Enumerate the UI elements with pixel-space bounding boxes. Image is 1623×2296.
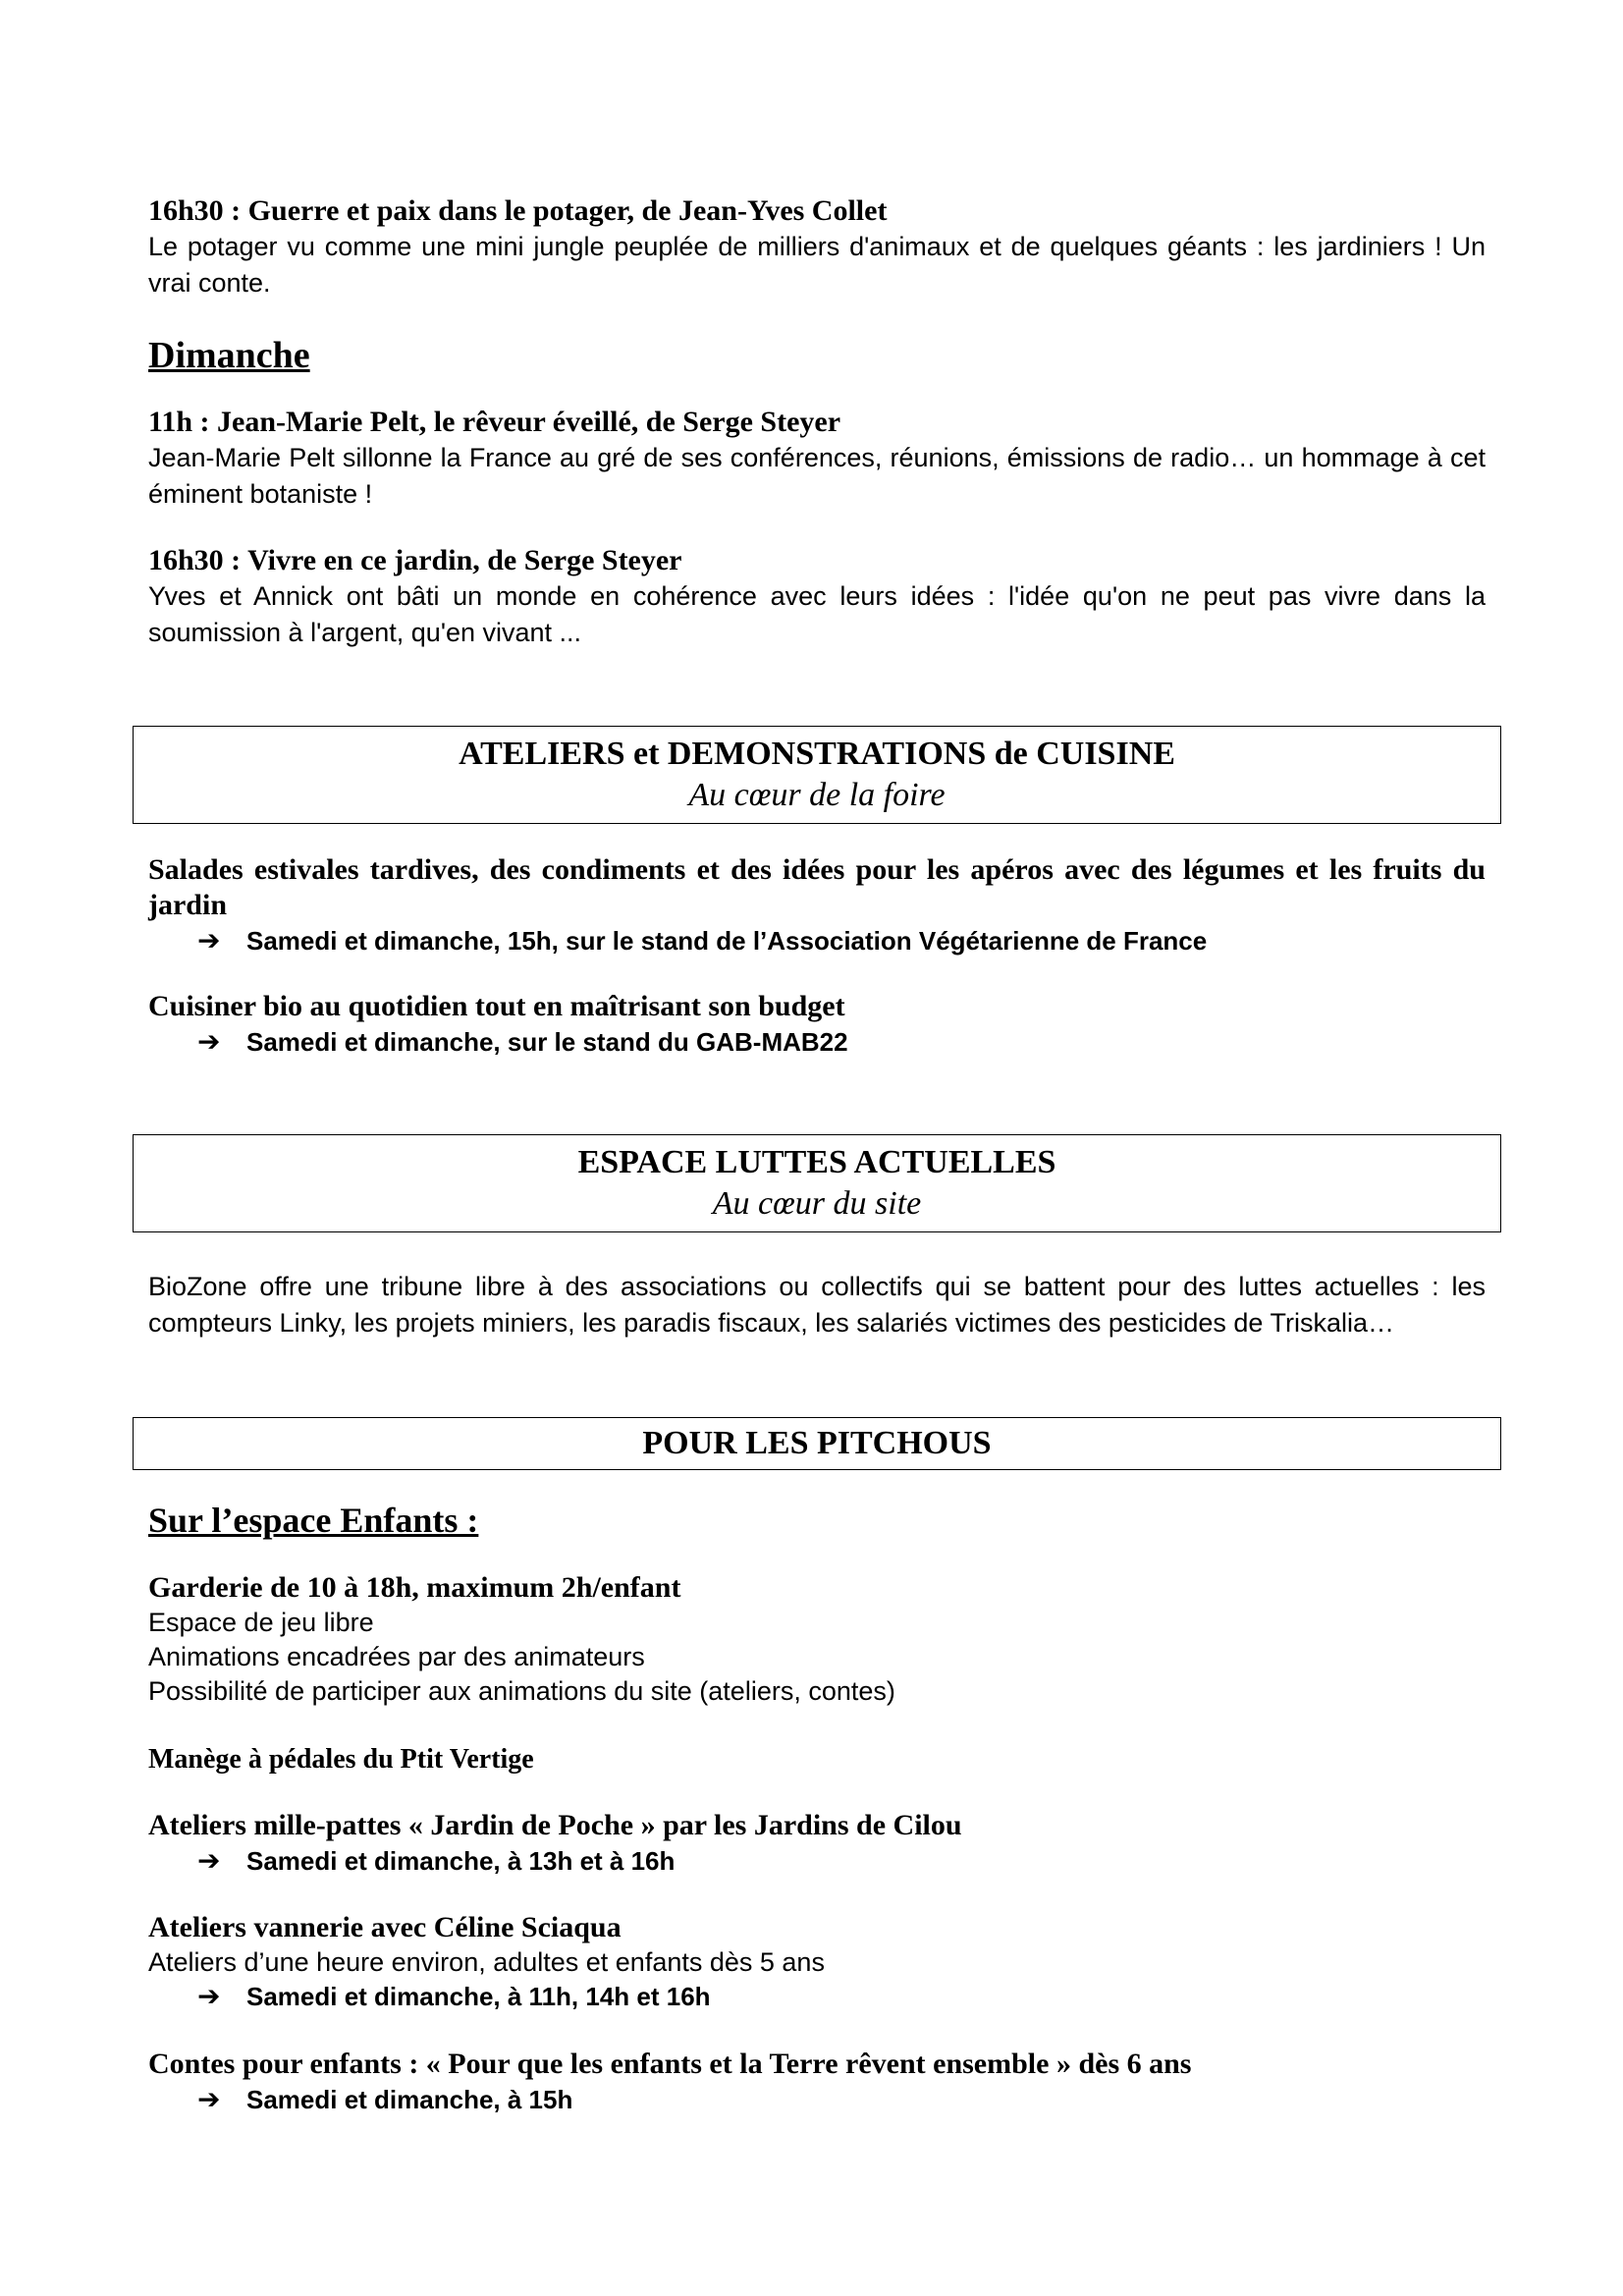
film-jean-marie-pelt xyxy=(148,405,1486,513)
espace-enfants-heading-block xyxy=(148,1499,1486,1542)
atelier-title: Ateliers mille-pattes « Jardin de Poche » par les Jardins de Cilou xyxy=(148,1809,962,1841)
schedule-text: Samedi et dimanche, à 15h xyxy=(246,2085,573,2114)
contes-title: Contes pour enfants : « Pour que les enfants et la Terre rêvent ensemble » dès 6 ans xyxy=(148,2048,1192,2080)
luttes-description: BioZone offre une tribune libre à des associations ou collectifs qui se battent pour des luttes actuelles : les compteurs Linky, les projets miniers, les paradis fiscaux, les salariés victimes des pesticides de Triskalia… xyxy=(148,1272,1486,1338)
film-title: 11h : Jean-Marie Pelt, le rêveur éveillé, de Serge Steyer xyxy=(148,406,841,438)
luttes-actuelles-box xyxy=(133,1134,1501,1232)
arrow-right-icon: ➔ xyxy=(197,925,221,956)
manege xyxy=(148,1742,1486,1777)
film-guerre-et-paix xyxy=(148,193,1486,301)
ateliers-cuisine-box xyxy=(133,726,1501,824)
box-subtitle: Au cœur du site xyxy=(712,1185,922,1222)
contes-enfants xyxy=(148,2047,1486,2117)
arrow-right-icon: ➔ xyxy=(197,2084,221,2114)
atelier-schedule xyxy=(197,1979,1486,2014)
box-title: ATELIERS et DEMONSTRATIONS de CUISINE xyxy=(459,736,1175,772)
atelier-salades xyxy=(148,852,1486,958)
contes-schedule xyxy=(197,2082,1486,2117)
box-title: POUR LES PITCHOUS xyxy=(642,1425,992,1461)
film-description: Le potager vu comme une mini jungle peuplée de milliers d'animaux et de quelques géants : les jardiniers ! Un vrai conte. xyxy=(148,232,1486,298)
box-title: ESPACE LUTTES ACTUELLES xyxy=(577,1144,1056,1180)
schedule-text: Samedi et dimanche, à 11h, 14h et 16h xyxy=(246,1982,711,2011)
pitchous-box xyxy=(133,1417,1501,1470)
atelier-title: Ateliers vannerie avec Céline Sciaqua xyxy=(148,1911,622,1943)
garderie-line: Possibilité de participer aux animations du site (ateliers, contes) xyxy=(148,1676,895,1706)
film-title: 16h30 : Guerre et paix dans le potager, de Jean-Yves Collet xyxy=(148,194,888,227)
garderie-line: Espace de jeu libre xyxy=(148,1608,374,1637)
atelier-vannerie xyxy=(148,1910,1486,2014)
arrow-right-icon: ➔ xyxy=(197,1026,221,1057)
schedule-text: Samedi et dimanche, 15h, sur le stand de l’Association Végétarienne de France xyxy=(246,926,1208,956)
atelier-schedule xyxy=(197,923,1486,958)
film-vivre-en-ce-jardin xyxy=(148,543,1486,651)
garderie-line: Animations encadrées par des animateurs xyxy=(148,1642,645,1671)
espace-enfants-heading: Sur l’espace Enfants : xyxy=(148,1501,479,1540)
garderie-title: Garderie de 10 à 18h, maximum 2h/enfant xyxy=(148,1571,681,1604)
arrow-right-icon: ➔ xyxy=(197,1981,221,2011)
film-title: 16h30 : Vivre en ce jardin, de Serge Steyer xyxy=(148,544,682,576)
manege-title: Manège à pédales du Ptit Vertige xyxy=(148,1744,534,1775)
atelier-cuisiner-bio xyxy=(148,989,1486,1060)
section-dimanche xyxy=(148,334,1486,377)
atelier-title: Cuisiner bio au quotidien tout en maîtrisant son budget xyxy=(148,990,845,1022)
schedule-text: Samedi et dimanche, sur le stand du GAB-MAB22 xyxy=(246,1027,848,1057)
atelier-schedule xyxy=(197,1843,1486,1879)
film-description: Yves et Annick ont bâti un monde en cohérence avec leurs idées : l'idée qu'on ne peut pas vivre dans la soumission à l'argent, qu'en vivant ... xyxy=(148,581,1486,647)
luttes-description-block xyxy=(148,1269,1486,1341)
day-heading: Dimanche xyxy=(148,335,310,376)
atelier-mille-pattes xyxy=(148,1808,1486,1879)
atelier-schedule xyxy=(197,1024,1486,1060)
garderie xyxy=(148,1570,1486,1709)
atelier-title: Salades estivales tardives, des condiments et des idées pour les apéros avec des légumes et les fruits du jardin xyxy=(148,853,1486,921)
atelier-description: Ateliers d’une heure environ, adultes et enfants dès 5 ans xyxy=(148,1947,825,1977)
box-subtitle: Au cœur de la foire xyxy=(688,777,946,813)
film-description: Jean-Marie Pelt sillonne la France au gré de ses conférences, réunions, émissions de radio… un hommage à cet éminent botaniste ! xyxy=(148,443,1486,509)
schedule-text: Samedi et dimanche, à 13h et à 16h xyxy=(246,1846,676,1876)
arrow-right-icon: ➔ xyxy=(197,1845,221,1876)
